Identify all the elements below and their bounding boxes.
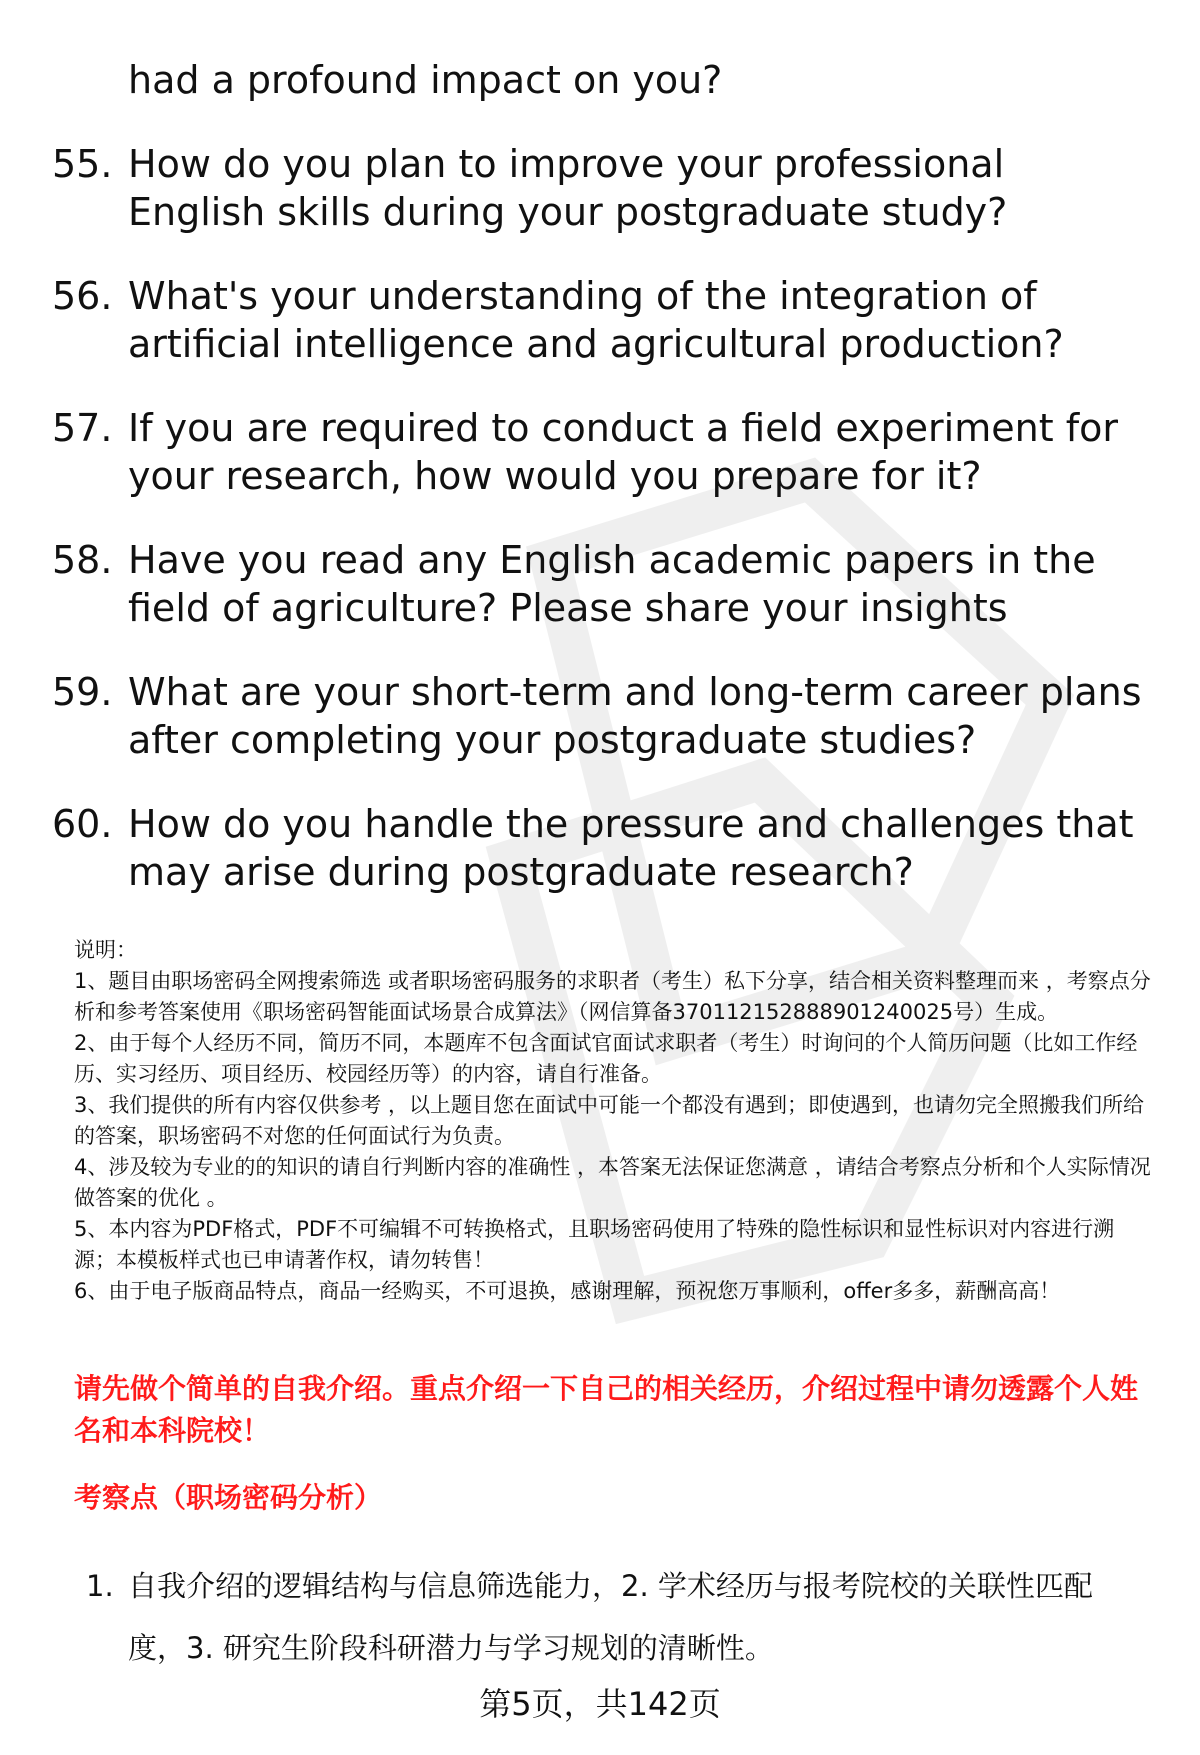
question-text: How do you handle the pressure and challenges that may arise during postgraduate research? [128, 802, 1134, 894]
highlight-question: 请先做个简单的自我介绍。重点介绍一下自己的相关经历，介绍过程中请勿透露个人姓名和本科院校！ [74, 1372, 1139, 1447]
notes-section [74, 935, 1154, 1307]
question-number: 58. [52, 538, 113, 582]
note-item: 5、本内容为PDF格式，PDF不可编辑不可转换格式，且职场密码使用了特殊的隐性标识和显性标识对内容进行溯源；本模板样式也已申请著作权，请勿转售！ [74, 1217, 1115, 1272]
question-list [52, 140, 1152, 932]
question-text: What are your short-term and long-term career plans after completing your postgraduate studies? [128, 670, 1142, 762]
page-footer: 第5页，共142页 [479, 1685, 721, 1723]
evaluation-points [86, 1555, 1146, 1679]
point-text: 自我介绍的逻辑结构与信息筛选能力，2. 学术经历与报考院校的关联性匹配度，3. 研究生阶段科研潜力与学习规划的清晰性。 [128, 1569, 1093, 1665]
question-number: 55. [52, 142, 113, 186]
question-item [52, 668, 1152, 764]
note-item: 4、涉及较为专业的的知识的请自行判断内容的准确性 ，本答案无法保证您满意 ，请结合考察点分析和个人实际情况做答案的优化 。 [74, 1155, 1151, 1210]
section-title: 考察点（职场密码分析） [74, 1481, 383, 1514]
question-number: 57. [52, 406, 113, 450]
question-text: Have you read any English academic papers in the field of agriculture? Please share your insights [128, 538, 1096, 630]
note-item: 2、由于每个人经历不同，简历不同，本题库不包含面试官面试求职者（考生）时询问的个人简历问题（比如工作经历、实习经历、项目经历、校园经历等）的内容，请自行准备。 [74, 1031, 1138, 1086]
question-text: How do you plan to improve your professional English skills during your postgraduate study? [128, 142, 1008, 234]
notes-heading: 说明： [74, 938, 137, 962]
question-item [52, 404, 1152, 500]
question-number: 60. [52, 802, 113, 846]
question-item [52, 140, 1152, 236]
question-number: 59. [52, 670, 113, 714]
question-item [52, 536, 1152, 632]
question-item [52, 800, 1152, 896]
note-item: 3、我们提供的所有内容仅供参考 ，以上题目您在面试中可能一个都没有遇到；即使遇到，也请勿完全照搬我们所给的答案，职场密码不对您的任何面试行为负责。 [74, 1093, 1145, 1148]
question-text: If you are required to conduct a field experiment for your research, how would you prepare for it? [128, 406, 1118, 498]
question-number: 56. [52, 274, 113, 318]
question-text: What's your understanding of the integration of artificial intelligence and agricultural production? [128, 274, 1064, 366]
question-item [52, 272, 1152, 368]
point-number: 1. [86, 1569, 114, 1603]
note-item: 6、由于电子版商品特点，商品一经购买，不可退换，感谢理解，预祝您万事顺利，offer多多，薪酬高高！ [74, 1279, 1061, 1303]
note-item: 1、题目由职场密码全网搜索筛选 或者职场密码服务的求职者（考生）私下分享，结合相关资料整理而来 ，考察点分析和参考答案使用《职场密码智能面试场景合成算法》（网信算备370112152888901240025号）生成。 [74, 969, 1151, 1024]
question-continuation: had a profound impact on you? [128, 58, 723, 102]
